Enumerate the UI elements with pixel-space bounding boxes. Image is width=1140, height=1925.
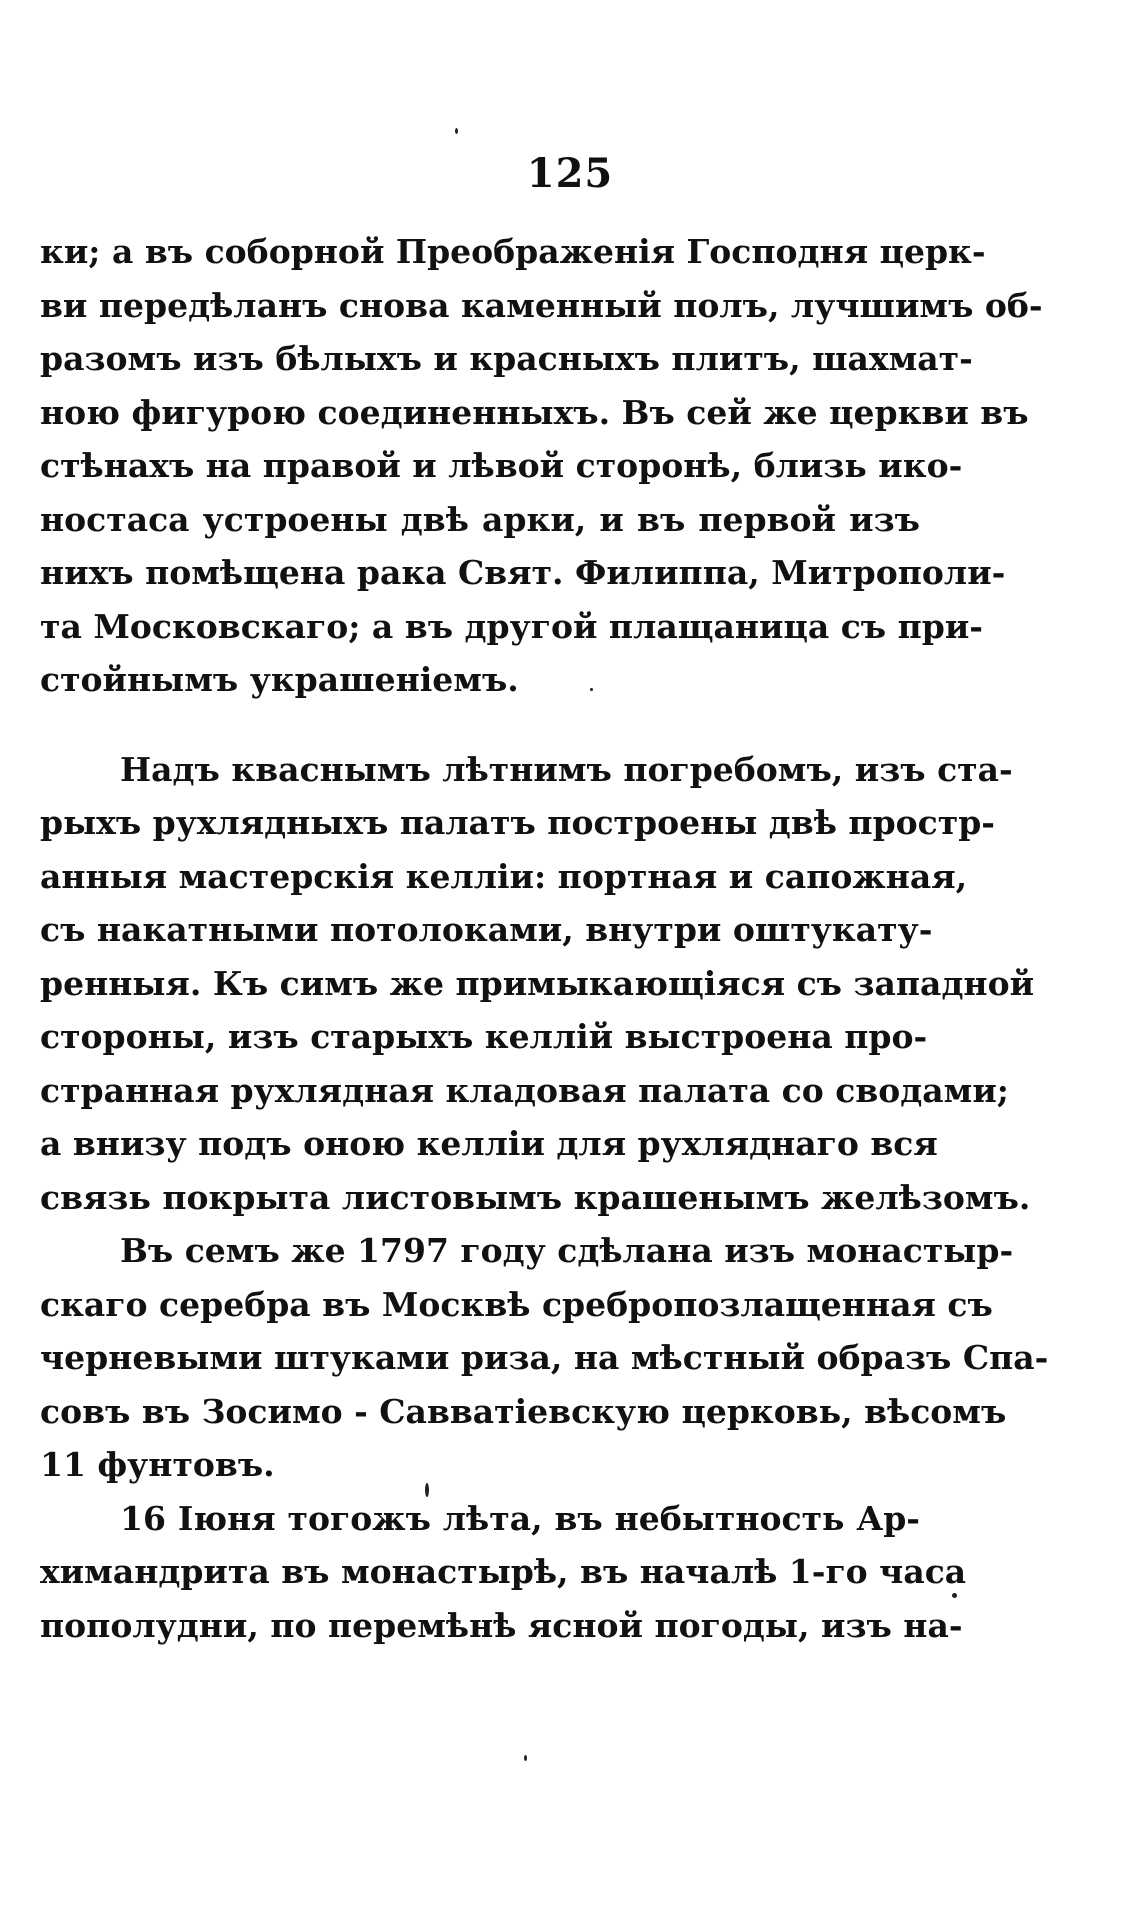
paragraph-2 [40, 743, 1035, 1225]
text-line: 11 фунтовъ. [40, 1445, 275, 1484]
text-line: нихъ помѣщена рака Свят. Филиппа, Митрополи- [40, 553, 1006, 592]
text-line: анныя мастерскія келліи: портная и сапожная, [40, 856, 968, 896]
page-number: 125 [526, 150, 614, 197]
scan-speck [455, 128, 458, 134]
scan-speck [524, 1755, 527, 1761]
text-line: совъ въ Зосимо - Савватіевскую церковь, вѣсомъ [40, 1391, 1007, 1431]
paragraph-1 [40, 225, 1043, 707]
text-line: а внизу подъ оною келліи для рухляднаго вся [40, 1124, 938, 1163]
text-line: ною фигурою соединенныхъ. Въ сей же церкви въ [40, 392, 1029, 432]
scan-speck [590, 688, 593, 691]
text-line: Надъ кваснымъ лѣтнимъ погребомъ, изъ ста- [120, 749, 1013, 789]
text-line: странная рухлядная кладовая палата со сводами; [40, 1070, 1009, 1110]
paragraph-4 [40, 1492, 967, 1653]
text-line: Въ семъ же 1797 году сдѣлана изъ монастыр- [120, 1231, 1014, 1270]
text-line: ви передѣланъ снова каменный полъ, лучшимъ об- [40, 285, 1043, 325]
text-line: рыхъ рухлядныхъ палатъ построены двѣ простр- [40, 803, 995, 842]
text-line: съ накатными потолоками, внутри оштукату- [40, 910, 933, 949]
scan-speck [425, 1483, 429, 1497]
text-line: стороны, изъ старыхъ келлій выстроена про- [40, 1017, 928, 1056]
paragraph-3 [40, 1224, 1049, 1492]
page-text [40, 225, 1049, 1652]
text-line: ностаса устроены двѣ арки, и въ первой изъ [40, 499, 920, 539]
text-line: разомъ изъ бѣлыхъ и красныхъ плитъ, шахмат- [40, 339, 973, 378]
text-line: стойнымъ украшеніемъ. [40, 660, 519, 699]
text-line: ренныя. Къ симъ же примыкающіяся съ западной [40, 963, 1035, 1003]
text-line: черневыми штуками риза, на мѣстный образъ Спа- [40, 1338, 1049, 1377]
text-line: пополудни, по перемѣнѣ ясной погоды, изъ на- [40, 1605, 963, 1645]
text-line: связь покрыта листовымъ крашенымъ желѣзомъ. [40, 1177, 1031, 1217]
scan-speck [952, 1593, 957, 1598]
text-line: та Московскаго; а въ другой плащаница съ при- [40, 606, 983, 646]
text-line: скаго серебра въ Москвѣ сребропозлащенная съ [40, 1284, 993, 1324]
text-line: ки; а въ соборной Преображенія Господня церк- [40, 232, 986, 271]
text-line: химандрита въ монастырѣ, въ началѣ 1-го часа [40, 1552, 967, 1591]
text-line: стѣнахъ на правой и лѣвой сторонѣ, близь ико- [40, 446, 963, 485]
text-line: 16 Іюня тогожъ лѣта, въ небытность Ар- [120, 1498, 920, 1538]
